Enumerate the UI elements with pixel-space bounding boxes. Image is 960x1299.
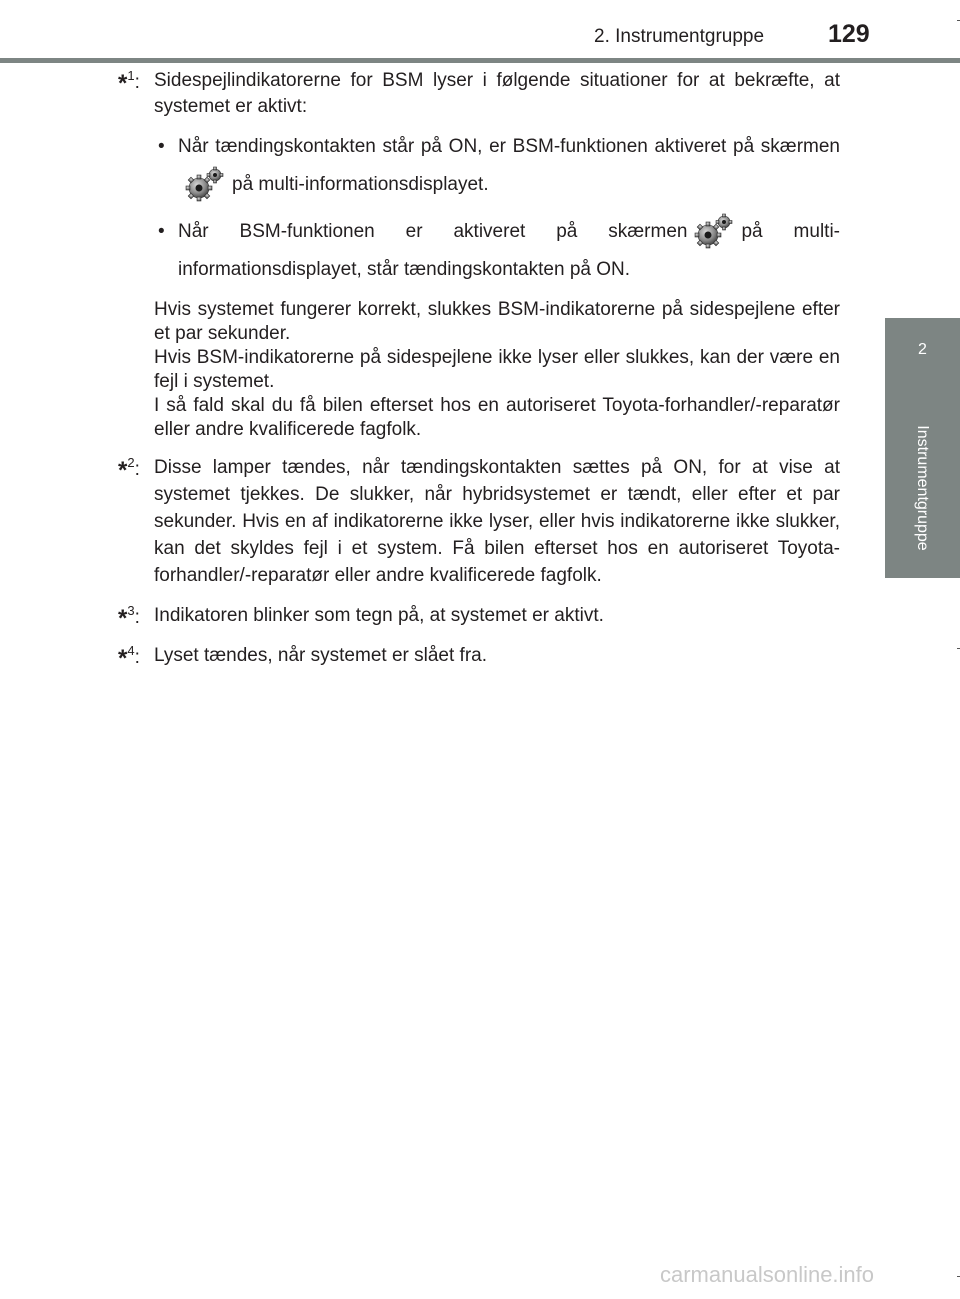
bullet-1-text-after: på multi-informationsdisplayet. xyxy=(232,174,489,195)
footnote-4 xyxy=(118,642,840,672)
footnote-2-text: Disse lamper tændes, når tændingskontakten sættes på ON, for at vise at systemet tjekkes. De slukker, når hybridsystemet er tændt, eller efter et par sekunder. Hvis en af indikatorerne ikke lyser, eller hvis indikatorerne ikke slukker, kan det skyldes fejl i et system. Få bilen efterset hos en autoriseret Toyota-forhandler/-reparatør eller andre kvalificerede fagfolk. xyxy=(154,457,840,586)
footnote-4-text: Lyset tændes, når systemet er slået fra. xyxy=(154,644,487,666)
chapter-tab-number: 2 xyxy=(918,341,927,358)
footnote-marker: *$^1$: xyxy=(118,68,140,97)
footnote-2 xyxy=(118,454,840,589)
watermark: carmanualsonline.info xyxy=(660,1262,875,1287)
header-rule xyxy=(0,58,960,63)
gear-settings-icon xyxy=(693,213,735,249)
bullet-item: • Når BSM-funktionen er aktiveret på skærmen på multi-informationsdisplayet, står tændingskontakten på ON. xyxy=(154,213,840,289)
footnote-marker: *$^2$: xyxy=(118,455,140,484)
bullet-2-text-after: på multi-informationsdisplayet, står tændingskontakten på ON. xyxy=(178,221,840,280)
paragraph-line: Hvis BSM-indikatorerne på sidespejlene ikke lyser eller slukkes, kan der være en fejl i systemet. xyxy=(154,347,840,392)
footnote-marker: *$^4$: xyxy=(118,642,140,672)
footnote-3-text: Indikatoren blinker som tegn på, at systemet er aktivt. xyxy=(154,605,604,626)
footnote-marker: *$^3$: xyxy=(118,603,140,632)
page-number: 129 xyxy=(828,20,870,48)
paragraph-line: Hvis systemet fungerer korrekt, slukkes BSM-indikatorerne på sidespejlene efter et par sekunder. xyxy=(154,299,840,344)
page-content xyxy=(118,68,840,672)
footnote-1-intro: Sidespejlindikatorerne for BSM lyser i følgende situationer for at bekræfte, at systemet er aktivt: xyxy=(154,70,840,117)
chapter-tab-label: Instrumentgruppe xyxy=(914,425,931,551)
gear-settings-icon xyxy=(184,166,226,202)
bullet-2-text-before: Når BSM-funktionen er aktiveret på skærmen xyxy=(178,221,688,242)
bullet-1-text-before: Når tændingskontakten står på ON, er BSM-funktionen aktiveret på skærmen xyxy=(178,136,840,157)
footnote-3 xyxy=(118,603,840,632)
footnote-1 xyxy=(118,68,840,442)
paragraph-line: I så fald skal du få bilen efterset hos en autoriseret Toyota-forhandler/-reparatør eller andre kvalificerede fagfolk. xyxy=(154,395,840,440)
footnote-1-paragraph xyxy=(154,298,840,442)
bullet-item: • Når tændingskontakten står på ON, er BSM-funktionen aktiveret på skærmenpå multi-informationsdisplayet. xyxy=(154,128,840,204)
header-section-title: 2. Instrumentgruppe xyxy=(594,26,765,47)
